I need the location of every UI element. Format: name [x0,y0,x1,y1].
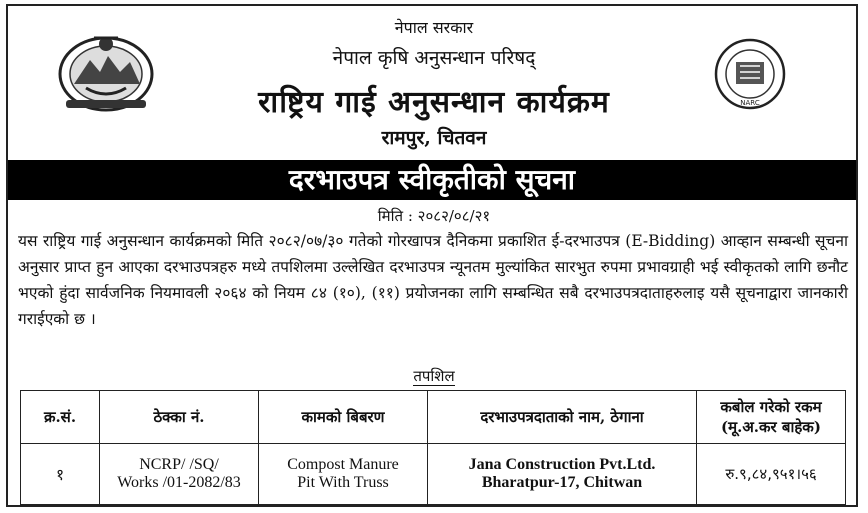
notice-body: यस राष्ट्रिय गाई अनुसन्धान कार्यक्रमको मिति २०८२/०७/३० गतेको गोरखापत्र दैनिकमा प्रकाशित ई-दरभाउपत्र (E-Bidding) आव्हान सम्बन्धी सूचना अनुसार प्राप्त हुन आएका दरभाउपत्रहरु मध्ये तपशिलमा उल्लेखित दरभाउपत्र न्यूनतम मुल्यांकित सारभुत रुपमा प्रभावग्राही भई स्वीकृतको लागि छनौट भएको हुंदा सार्वजनिक नियमावली २०६४ को नियम ८४ (१०), (११) प्रयोजनका लागि सम्बन्धित सबै दरभाउपत्रदाताहरुलाइ यसै सूचनाद्वारा जानकारी गराईएको छ । [18,232,848,328]
location-title: रामपुर, चितवन [381,127,487,149]
contract-no-line2: Works /01-2082/83 [117,474,241,491]
schedule-label: तपशिल [413,367,455,385]
program-title: राष्ट्रिय गाई अनुसन्धान कार्यक्रम [258,85,610,120]
government-title: नेपाल सरकार [394,18,474,37]
header-contract-no: ठेक्का नं. [100,391,259,444]
table-row [21,444,846,505]
bidder-address: Bharatpur-17, Chitwan [481,474,643,491]
table-header-row [21,391,846,444]
notice-banner: दरभाउपत्र स्वीकृतीको सूचना [8,160,856,200]
contract-no-line1: NCRP/ /SQ/ [139,456,219,473]
notice-frame [6,4,858,507]
cell-description [259,444,428,505]
cell-sn: १ [21,444,100,505]
header-amount: कबोल गरेको रकम (मू.अ.कर बाहेक) [697,391,846,444]
cell-amount: रु.९,८४,९५१।५६ [697,444,846,505]
bidder-name: Jana Construction Pvt.Ltd. [468,456,656,473]
narc-logo-caption: NARC [740,99,760,107]
council-title: नेपाल कृषि अनुसन्धान परिषद् [332,47,536,69]
description-line2: Pit With Truss [297,474,389,491]
header-bidder: दरभाउपत्रदाताको नाम, ठेगाना [428,391,697,444]
cell-contract-no [100,444,259,505]
cell-bidder [428,444,697,505]
header-description: कामको बिबरण [259,391,428,444]
award-table [20,390,846,505]
header-sn: क्र.सं. [21,391,100,444]
description-line1: Compost Manure [287,456,399,473]
notice-date: मिति : २०८२/०८/२१ [377,207,491,225]
